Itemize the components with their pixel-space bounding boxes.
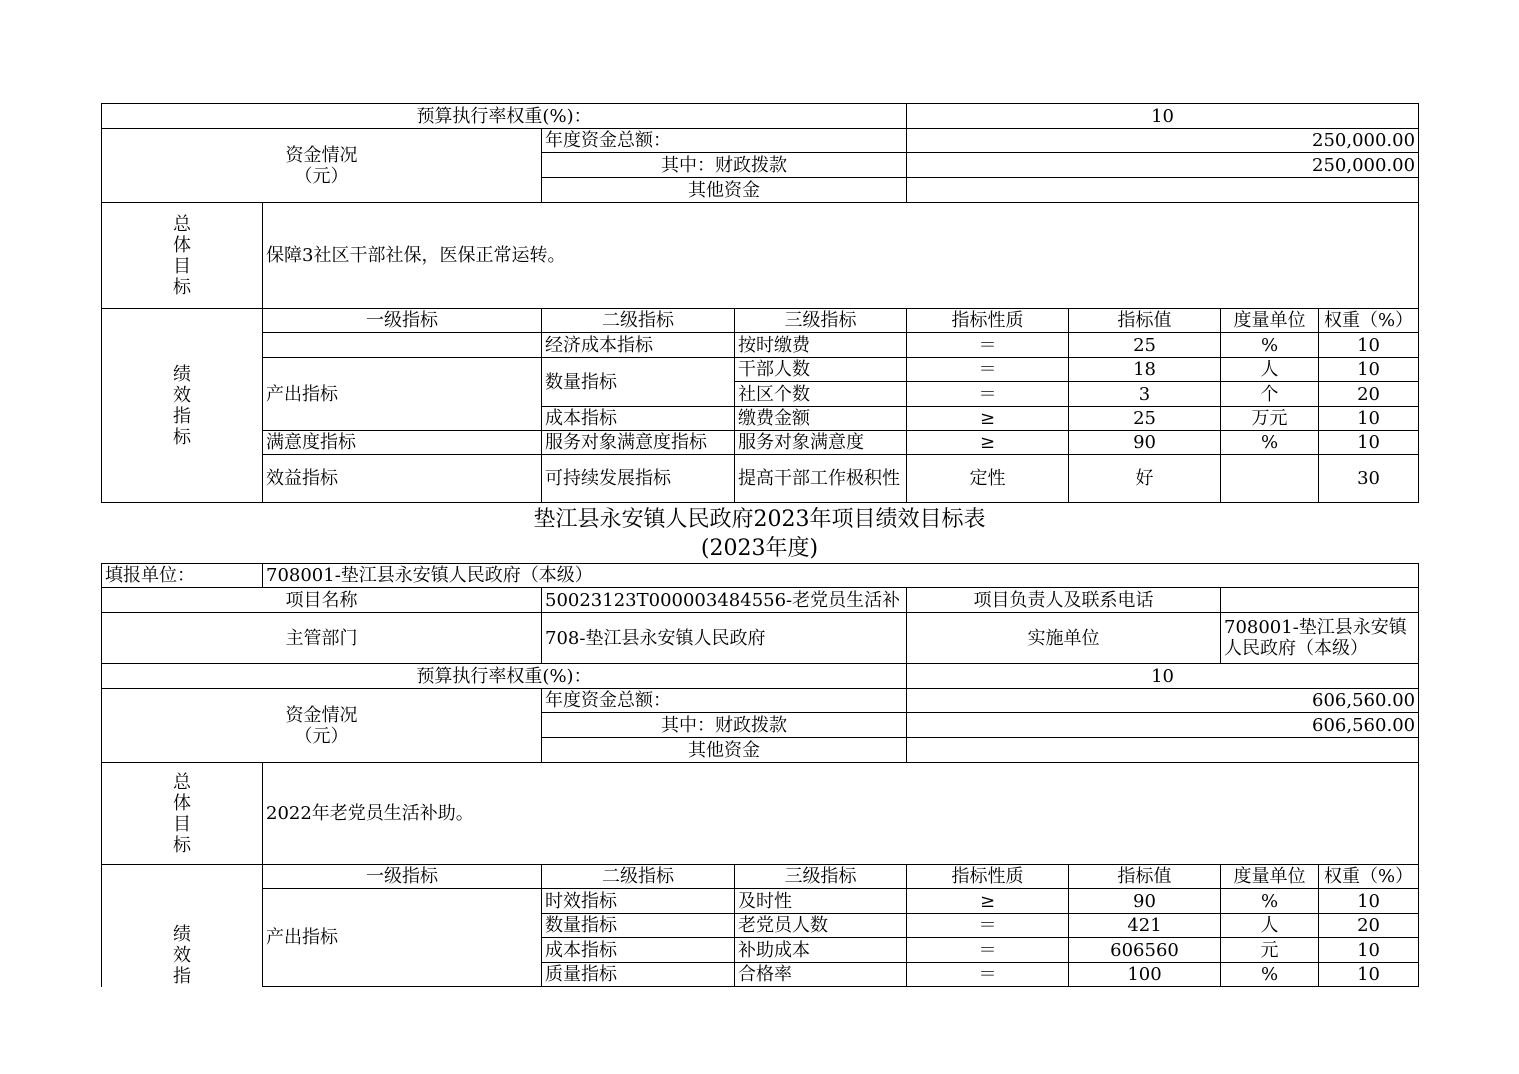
budget-rate-label: 预算执行率权重(%)： bbox=[102, 104, 907, 129]
level2-cell: 成本指标 bbox=[542, 938, 735, 963]
budget-rate-value: 10 bbox=[907, 664, 1419, 689]
filler-value: 708001-垫江县永安镇人民政府（本级） bbox=[263, 564, 1419, 588]
weight-cell: 10 bbox=[1319, 358, 1419, 382]
annual-total-label: 年度资金总额： bbox=[542, 129, 907, 153]
other-fund-label: 其他资金 bbox=[542, 738, 907, 763]
value-cell: 606560 bbox=[1069, 938, 1221, 963]
header-level2: 二级指标 bbox=[542, 865, 735, 889]
other-fund-value bbox=[907, 178, 1419, 203]
fiscal-value: 606,560.00 bbox=[907, 713, 1419, 738]
header-level3: 三级指标 bbox=[735, 865, 907, 889]
table-section2 bbox=[101, 563, 1419, 987]
header-value: 指标值 bbox=[1069, 865, 1221, 889]
level3-cell: 社区个数 bbox=[735, 382, 907, 407]
unit-cell: 个 bbox=[1221, 382, 1319, 407]
unit-cell: % bbox=[1221, 963, 1319, 987]
value-cell: 3 bbox=[1069, 382, 1221, 407]
annual-total-label: 年度资金总额： bbox=[542, 689, 907, 713]
nature-cell: ＝ bbox=[907, 358, 1069, 382]
weight-cell: 10 bbox=[1319, 938, 1419, 963]
annual-total-value: 606,560.00 bbox=[907, 689, 1419, 713]
table-section1 bbox=[101, 103, 1419, 503]
unit-cell: % bbox=[1221, 431, 1319, 455]
annual-total-value: 250,000.00 bbox=[907, 129, 1419, 153]
indicator-header-row bbox=[102, 865, 1419, 889]
header-level2: 二级指标 bbox=[542, 309, 735, 333]
weight-cell: 20 bbox=[1319, 382, 1419, 407]
header-unit: 度量单位 bbox=[1221, 309, 1319, 333]
contact-value bbox=[1221, 588, 1419, 613]
weight-cell: 10 bbox=[1319, 963, 1419, 987]
level2-cell: 数量指标 bbox=[542, 358, 735, 407]
level2-cell: 时效指标 bbox=[542, 889, 735, 914]
nature-cell: ＝ bbox=[907, 938, 1069, 963]
weight-cell: 30 bbox=[1319, 455, 1419, 503]
table-row bbox=[102, 333, 1419, 358]
header-nature: 指标性质 bbox=[907, 865, 1069, 889]
unit-cell: 元 bbox=[1221, 938, 1319, 963]
level3-cell: 老党员人数 bbox=[735, 914, 907, 938]
nature-cell: ＝ bbox=[907, 963, 1069, 987]
budget-rate-label: 预算执行率权重(%)： bbox=[102, 664, 907, 689]
level1-cell: 满意度指标 bbox=[263, 431, 542, 455]
annual-total-row bbox=[102, 689, 1419, 713]
value-cell: 25 bbox=[1069, 407, 1221, 431]
weight-cell: 10 bbox=[1319, 407, 1419, 431]
dept-value: 708-垫江县永安镇人民政府 bbox=[542, 613, 907, 664]
overall-goal-text: 保障3社区干部社保，医保正常运转。 bbox=[263, 203, 1419, 309]
budget-rate-value: 10 bbox=[907, 104, 1419, 129]
filler-row bbox=[102, 564, 1419, 588]
nature-cell: ＝ bbox=[907, 333, 1069, 358]
level3-cell: 按时缴费 bbox=[735, 333, 907, 358]
impl-value: 708001-垫江县永安镇人民政府（本级） bbox=[1221, 613, 1419, 664]
weight-cell: 10 bbox=[1319, 431, 1419, 455]
value-cell: 90 bbox=[1069, 889, 1221, 914]
nature-cell: ≥ bbox=[907, 407, 1069, 431]
header-level3: 三级指标 bbox=[735, 309, 907, 333]
impl-label: 实施单位 bbox=[907, 613, 1221, 664]
level3-cell: 补助成本 bbox=[735, 938, 907, 963]
header-nature: 指标性质 bbox=[907, 309, 1069, 333]
unit-cell: 人 bbox=[1221, 914, 1319, 938]
level2-cell: 经济成本指标 bbox=[542, 333, 735, 358]
level3-cell: 干部人数 bbox=[735, 358, 907, 382]
fund-label: 资金情况 bbox=[285, 144, 358, 166]
filler-label: 填报单位： bbox=[102, 564, 263, 588]
level3-cell: 及时性 bbox=[735, 889, 907, 914]
header-value: 指标值 bbox=[1069, 309, 1221, 333]
weight-cell: 20 bbox=[1319, 914, 1419, 938]
unit-cell: 人 bbox=[1221, 358, 1319, 382]
weight-cell: 10 bbox=[1319, 333, 1419, 358]
fiscal-value: 250,000.00 bbox=[907, 153, 1419, 178]
overall-goal-label: 总 体 目 标 bbox=[102, 763, 263, 865]
page-subtitle: (2023年度) bbox=[700, 536, 819, 561]
value-cell: 90 bbox=[1069, 431, 1221, 455]
nature-cell: ≥ bbox=[907, 889, 1069, 914]
other-fund-label: 其他资金 bbox=[542, 178, 907, 203]
other-fund-value bbox=[907, 738, 1419, 763]
fiscal-label: 其中：财政拨款 bbox=[542, 153, 907, 178]
header-weight: 权重（%） bbox=[1319, 865, 1419, 889]
level1-cell: 产出指标 bbox=[263, 889, 542, 987]
table-row bbox=[102, 431, 1419, 455]
nature-cell: 定性 bbox=[907, 455, 1069, 503]
department-row bbox=[102, 613, 1419, 664]
value-cell: 100 bbox=[1069, 963, 1221, 987]
table-row bbox=[102, 358, 1419, 382]
fund-unit: （元） bbox=[294, 165, 349, 187]
value-cell: 18 bbox=[1069, 358, 1221, 382]
project-name-row bbox=[102, 588, 1419, 613]
level1-cell: 产出指标 bbox=[263, 358, 542, 431]
budget-rate-row bbox=[102, 104, 1419, 129]
nature-cell: ＝ bbox=[907, 382, 1069, 407]
value-cell: 25 bbox=[1069, 333, 1221, 358]
contact-label: 项目负责人及联系电话 bbox=[907, 588, 1221, 613]
dept-label: 主管部门 bbox=[102, 613, 542, 664]
level2-cell: 数量指标 bbox=[542, 914, 735, 938]
fiscal-label: 其中：财政拨款 bbox=[542, 713, 907, 738]
fund-label-cell bbox=[102, 689, 542, 763]
overall-goal-row bbox=[102, 763, 1419, 865]
nature-cell: ＝ bbox=[907, 914, 1069, 938]
overall-goal-label: 总 体 目 标 bbox=[102, 203, 263, 309]
performance-indicator-label: 绩 效 指 bbox=[102, 865, 263, 987]
indicator-header-row bbox=[102, 309, 1419, 333]
header-unit: 度量单位 bbox=[1221, 865, 1319, 889]
nature-cell: ≥ bbox=[907, 431, 1069, 455]
table-row bbox=[102, 455, 1419, 503]
header-level1: 一级指标 bbox=[263, 309, 542, 333]
project-name-value: 50023123T000003484556-老党员生活补 bbox=[542, 588, 907, 613]
project-name-label: 项目名称 bbox=[102, 588, 542, 613]
level3-cell: 合格率 bbox=[735, 963, 907, 987]
table-row bbox=[102, 889, 1419, 914]
fund-label-cell bbox=[102, 129, 542, 203]
level2-cell: 质量指标 bbox=[542, 963, 735, 987]
unit-cell: % bbox=[1221, 333, 1319, 358]
page-title: 垫江县永安镇人民政府2023年项目绩效目标表 bbox=[533, 507, 986, 532]
level1-cell bbox=[263, 333, 542, 358]
header-weight: 权重（%） bbox=[1319, 309, 1419, 333]
unit-cell: % bbox=[1221, 889, 1319, 914]
value-cell: 好 bbox=[1069, 455, 1221, 503]
unit-cell: 万元 bbox=[1221, 407, 1319, 431]
budget-rate-row bbox=[102, 664, 1419, 689]
level1-cell: 效益指标 bbox=[263, 455, 542, 503]
overall-goal-text: 2022年老党员生活补助。 bbox=[263, 763, 1419, 865]
header-level1: 一级指标 bbox=[263, 865, 542, 889]
fund-unit: （元） bbox=[294, 725, 349, 747]
level2-cell: 服务对象满意度指标 bbox=[542, 431, 735, 455]
weight-cell: 10 bbox=[1319, 889, 1419, 914]
fund-label: 资金情况 bbox=[285, 704, 358, 726]
overall-goal-row bbox=[102, 203, 1419, 309]
level2-cell: 可持续发展指标 bbox=[542, 455, 735, 503]
unit-cell bbox=[1221, 455, 1319, 503]
level2-cell: 成本指标 bbox=[542, 407, 735, 431]
annual-total-row bbox=[102, 129, 1419, 153]
performance-indicator-label: 绩 效 指 标 bbox=[102, 309, 263, 503]
level3-cell: 缴费金额 bbox=[735, 407, 907, 431]
value-cell: 421 bbox=[1069, 914, 1221, 938]
level3-cell: 提高干部工作极积性 bbox=[735, 455, 907, 503]
level3-cell: 服务对象满意度 bbox=[735, 431, 907, 455]
